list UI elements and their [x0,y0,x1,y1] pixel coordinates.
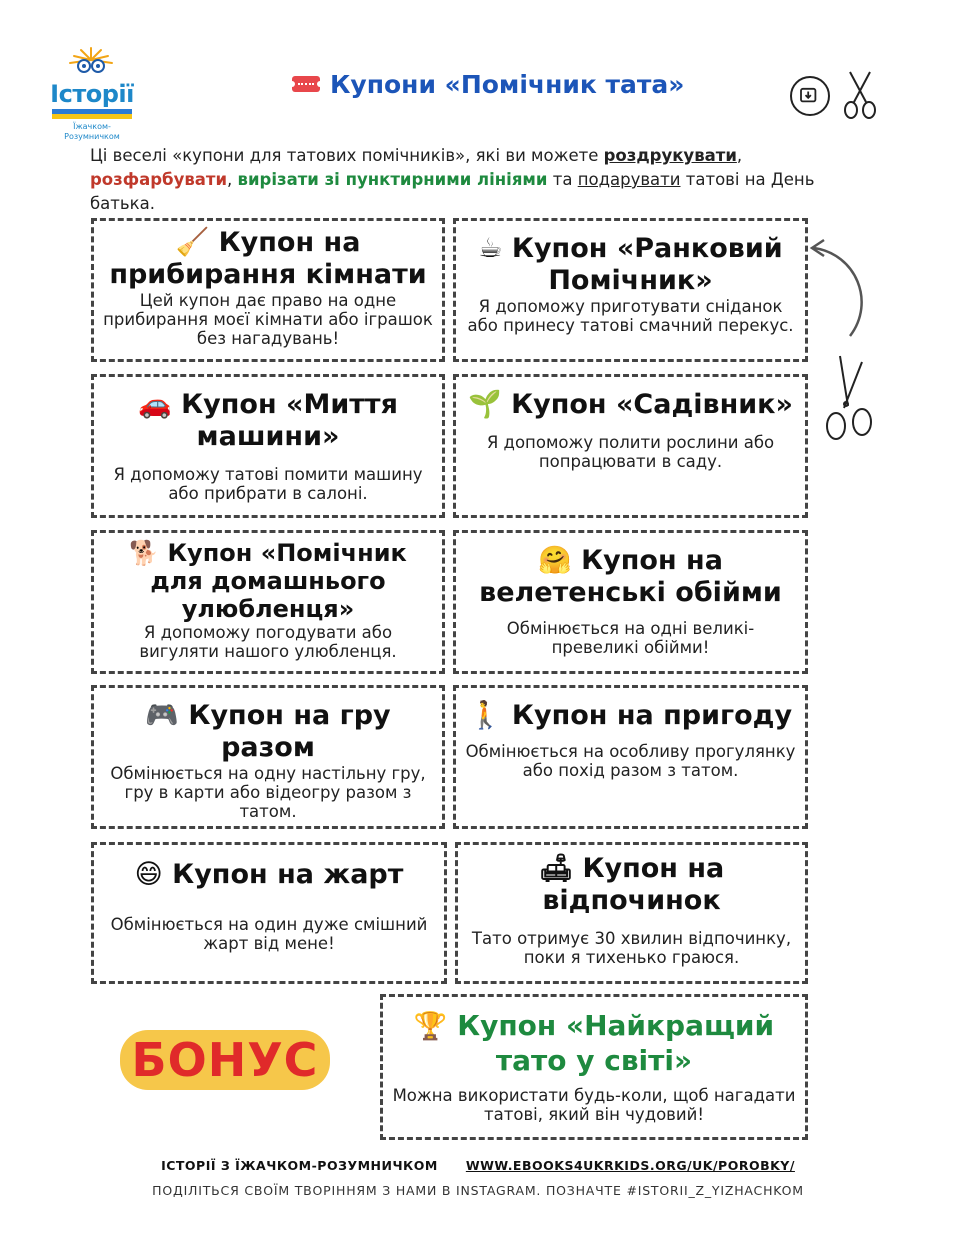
coupon-rest [455,842,808,984]
coupon-joke [91,842,447,984]
coupon-title [464,545,797,609]
seedling-icon: 🌱 [468,389,502,420]
game-controller-icon: 🎮 [145,700,179,731]
download-icon[interactable] [790,76,830,116]
bonus-badge [120,1030,330,1090]
coupon-title [464,700,797,732]
coupon-text: Я допоможу татові помити машину або прибрати в салоні. [113,465,423,503]
coupon-title-text: Купон на велетенські обійми [479,545,782,608]
coupon-title [102,859,436,891]
footer-share: ПОДІЛІТЬСЯ СВОЇМ ТВОРІННЯМ З НАМИ В INSTAGRAM. ПОЗНАЧТЕ #ISTORII_Z_YIZHACHKOM [152,1183,804,1198]
coupon-title-text: Купон «Садівник» [511,389,793,420]
walking-person-icon: 🚶 [468,700,503,731]
page-title-text: Купони «Помічник тата» [330,69,685,99]
coupon-title [466,853,797,917]
scissors-icon [842,70,878,120]
logo-subtitle-line1: Їжачком- [73,122,111,131]
coupon-title-text: Купон «Миття машини» [181,389,398,452]
footer-brand-line [0,1158,956,1173]
logo [44,46,140,142]
intro-text-2: , [736,146,743,165]
trophy-icon: 🏆 [413,1011,448,1042]
coupon-text: Обмінюється на особливу прогулянку або похід разом з татом. [465,742,796,780]
scissors-icon [818,352,878,444]
coupon-title-text: Купон «Найкращий тато у світі» [457,1009,775,1077]
coupon-text: Я допоможу погодувати або вигуляти нашого улюбленця. [139,623,397,661]
coupon-morning-helper [453,218,808,362]
intro-paragraph [90,144,830,216]
coupon-giant-hugs [453,530,808,674]
coupon-title [102,539,434,623]
coupon-text: Обмінюється на одну настільну гру, гру в карти або відеогру разом з татом. [110,764,426,821]
intro-cut: вирізати зі пунктирними лініями [237,170,548,189]
coupon-room-cleaning [91,218,445,362]
logo-subtitle-line2: Розумничком [64,132,120,141]
coupon-text: Цей купон дає право на одне прибирання моєї кімнати або іграшок без нагадувань! [103,291,433,348]
coupon-text: Я допоможу полити рослини або попрацювати в саду. [486,433,775,471]
coffee-icon: ☕ [478,233,503,264]
coupon-text: Можна використати будь-коли, щоб нагадати татові, який він чудовий! [392,1086,796,1124]
intro-text-3: , [227,170,238,189]
coupon-text: Обмінюється на один дуже смішний жарт від мене! [110,915,428,953]
curved-arrow-icon [806,232,876,344]
bonus-label: БОНУС [120,1030,330,1090]
logo-word: Історії [50,80,134,108]
coupon-title-text: Купон на гру разом [188,700,391,763]
intro-print: роздрукувати [603,146,737,165]
coupon-title-text: Купон на відпочинок [542,853,725,916]
intro-text-1: Ці веселі «купони для татових помічників», які ви можете [90,146,604,165]
smiling-face-icon: 😄 [134,859,163,890]
coupon-pet-helper [91,530,445,674]
broom-icon: 🧹 [175,227,210,258]
intro-color: розфарбувати [90,170,228,189]
coupon-text: Тато отримує 30 хвилин відпочинку, поки я тихенько граюся. [471,929,792,967]
coupon-title [391,1009,797,1078]
footer-link[interactable]: WWW.EBOOKS4UKRKIDS.ORG/UK/POROBKY/ [465,1158,795,1173]
coupon-play-together [91,685,445,829]
coupon-best-dad [380,994,808,1140]
hedgehog-logo-icon [62,46,120,76]
coupon-title-text: Купон на прибирання кімнати [109,227,427,290]
coupon-car-wash [91,374,445,518]
footer-brand: ІСТОРІЇ З ЇЖАЧКОМ-РОЗУМНИЧКОМ [161,1158,438,1173]
intro-text-4: та [547,170,578,189]
hugging-face-icon: 🤗 [538,545,572,576]
flag-stripe [52,109,132,119]
intro-text-5: татові на День батька. [90,170,815,213]
coupon-title [102,227,434,291]
coupon-title [464,389,797,421]
coupon-text: Я допоможу приготувати сніданок або принесу татові смачний перекус. [467,297,794,335]
coupon-title [464,233,797,297]
page-title [292,66,684,102]
coupon-title-text: Купон на жарт [172,859,404,890]
coupon-title-text: Купон «Ранковий Помічник» [511,233,783,296]
coupon-adventure [453,685,808,829]
coupon-text: Обмінюється на одні великі-превеликі обійми! [506,619,755,657]
coupon-title [102,389,434,453]
coupon-gardener [453,374,808,518]
intro-gift: подарувати [577,170,681,189]
logo-subtitle [44,122,140,142]
dog-icon: 🐕 [129,539,160,567]
coupon-title [102,700,434,764]
car-icon: 🚗 [138,389,172,420]
coupon-title-text: Купон «Помічник для домашнього улюбленця» [150,539,407,623]
coupon-title-text: Купон на пригоду [511,700,793,731]
ticket-icon [292,76,320,92]
couch-lamp-icon: 🛋 [538,853,574,884]
